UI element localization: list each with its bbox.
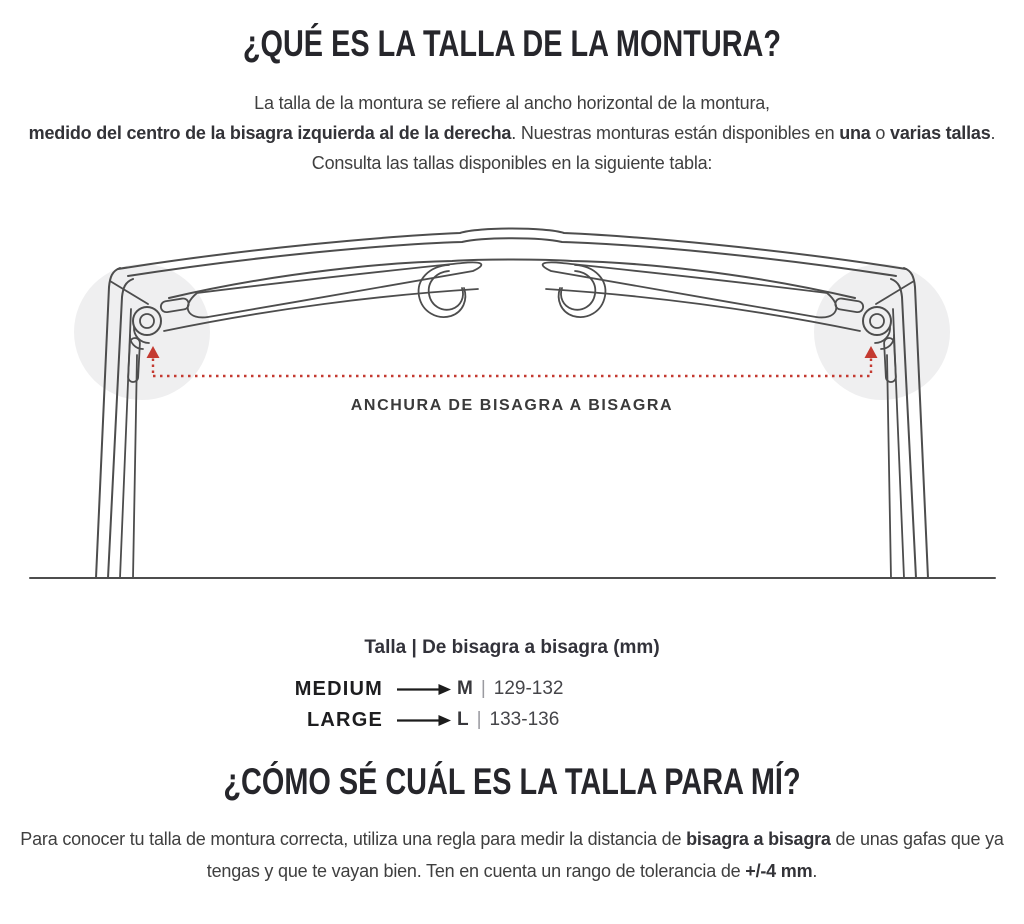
- page-title: [0, 22, 1024, 66]
- frame-size-diagram: [0, 195, 1024, 585]
- arrow-right-icon: [397, 714, 451, 727]
- howto-seg-4: tengas y que te vayan bien. Ten en cuenta un rango de tolerancia de: [206, 861, 746, 882]
- how-to-title-text: ¿CÓMO SÉ CUÁL ES LA TALLA PARA MÍ?: [223, 760, 801, 802]
- intro-seg-bold-5: varias tallas: [890, 122, 991, 143]
- diagram-caption: ANCHURA DE BISAGRA A BISAGRA: [350, 396, 674, 414]
- size-label: MEDIUM: [294, 677, 383, 700]
- intro-seg-4: o: [870, 122, 891, 143]
- intro-seg-bold-1: medido del centro de la bisagra izquierda al de la derecha: [28, 122, 512, 143]
- lens-groove-right: [543, 262, 837, 317]
- howto-seg-6: .: [812, 861, 818, 882]
- size-table: [0, 635, 1024, 736]
- size-row-large: [0, 705, 1024, 736]
- howto-seg-3: de unas gafas que ya: [830, 829, 1004, 850]
- page-title-text: ¿QUÉ ES LA TALLA DE LA MONTURA?: [242, 23, 782, 64]
- glasses-top-view-drawing: [0, 195, 1024, 585]
- size-separator: |: [476, 709, 482, 731]
- how-to-paragraph: [3, 823, 1021, 887]
- size-value: [457, 678, 564, 700]
- arrow-right-icon: [397, 683, 451, 696]
- howto-seg-bold-2: bisagra a bisagra: [686, 829, 831, 850]
- size-table-header: Talla | De bisagra a bisagra (mm): [364, 636, 660, 658]
- intro-seg-bold-3: una: [839, 122, 871, 143]
- size-code: M: [457, 678, 473, 700]
- size-value: [457, 709, 559, 731]
- size-code: L: [457, 709, 469, 731]
- hinge-highlight-right: [814, 264, 950, 400]
- intro-seg-6: .: [990, 122, 996, 143]
- frame-size-guide-page: [0, 22, 1024, 887]
- intro-seg-2: . Nuestras monturas están disponibles en: [511, 122, 840, 143]
- howto-seg-bold-5: +/-4 mm: [745, 861, 813, 882]
- how-to-title: [0, 760, 1024, 804]
- intro-line-1: La talla de la montura se refiere al ancho horizontal de la montura,: [254, 92, 770, 113]
- size-range: 129-132: [493, 678, 564, 700]
- size-table-rows: [0, 674, 1024, 736]
- howto-seg-1: Para conocer tu talla de montura correcta, utiliza una regla para medir la distancia de: [20, 829, 687, 850]
- hinge-to-hinge-measurement: [147, 346, 878, 376]
- hinge-highlight-left: [74, 264, 210, 400]
- intro-line-2: [3, 118, 1021, 148]
- intro-paragraph: [3, 88, 1021, 178]
- lens-groove-left: [188, 262, 482, 317]
- intro-line-3: Consulta las tallas disponibles en la siguiente tabla:: [311, 152, 713, 173]
- size-row-medium: [0, 674, 1024, 705]
- size-range: 133-136: [489, 709, 560, 731]
- frame-front-outline: [118, 228, 906, 331]
- size-separator: |: [480, 678, 486, 700]
- size-label: LARGE: [307, 708, 383, 731]
